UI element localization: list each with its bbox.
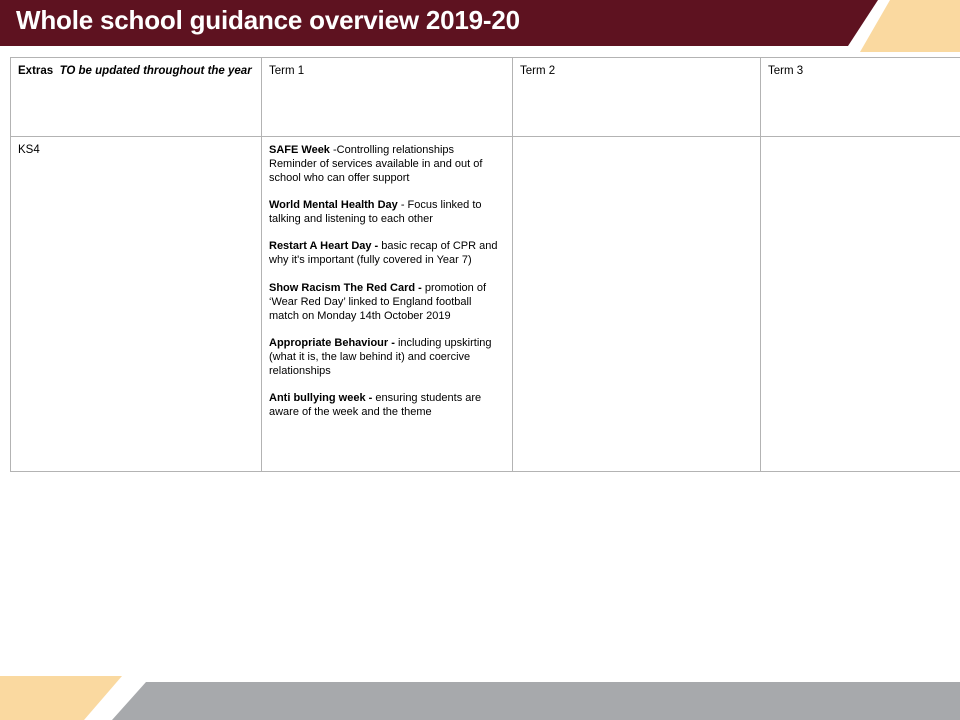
entry-title: Show Racism The Red Card - bbox=[269, 281, 422, 294]
footer-banner bbox=[0, 664, 960, 720]
guidance-overview-table bbox=[10, 57, 960, 472]
entry bbox=[269, 143, 504, 185]
column-header-term2 bbox=[513, 58, 761, 137]
term1-entry-list bbox=[269, 143, 504, 419]
entry-title: Anti bullying week - bbox=[269, 392, 373, 405]
entry bbox=[269, 281, 504, 323]
entry bbox=[269, 336, 504, 378]
extras-header-label: Extras bbox=[18, 65, 54, 77]
entry-body: basic recap of CPR and why it's important (fully covered in Year 7) bbox=[269, 240, 498, 267]
entry-body: -Controlling relationships Reminder of services available in and out of school who can offer support bbox=[269, 144, 483, 185]
entry bbox=[269, 198, 504, 226]
footer-gray-shape bbox=[112, 682, 960, 720]
cell-term3 bbox=[761, 137, 960, 472]
extras-header-text bbox=[18, 64, 253, 79]
term3-header-label: Term 3 bbox=[768, 65, 804, 77]
extras-header-note: TO be updated throughout the year bbox=[59, 65, 252, 77]
footer-banner-shapes bbox=[0, 664, 960, 720]
entry-body: ensuring students are aware of the week and the theme bbox=[269, 392, 482, 419]
column-header-term1 bbox=[262, 58, 513, 137]
entry-body: promotion of ‘Wear Red Day’ linked to England football match on Monday 14th October 2019 bbox=[269, 281, 487, 322]
key-stage-label: KS4 bbox=[18, 144, 40, 156]
entry-title: SAFE Week bbox=[269, 144, 330, 156]
entry-body: including upskirting (what it is, the law behind it) and coercive relationships bbox=[269, 336, 492, 377]
column-header-term3 bbox=[761, 58, 960, 137]
term1-header-label: Term 1 bbox=[269, 65, 305, 77]
entry bbox=[269, 239, 504, 267]
cell-key-stage bbox=[11, 137, 262, 472]
column-header-extras bbox=[11, 58, 262, 137]
entry-body: - Focus linked to talking and listening to each other bbox=[269, 199, 482, 226]
cell-term2 bbox=[513, 137, 761, 472]
entry-title: Restart A Heart Day - bbox=[269, 240, 379, 253]
entry-title: World Mental Health Day bbox=[269, 199, 398, 212]
cell-term1 bbox=[262, 137, 513, 472]
header-banner bbox=[0, 0, 960, 52]
term2-header-label: Term 2 bbox=[520, 65, 556, 77]
entry-title: Appropriate Behaviour - bbox=[269, 336, 395, 349]
footer-peach-shape bbox=[0, 676, 122, 720]
table-header-row bbox=[11, 58, 960, 137]
page-title: Whole school guidance overview 2019-20 bbox=[16, 5, 520, 35]
table-row bbox=[11, 137, 960, 472]
header-peach-shape bbox=[860, 0, 960, 52]
entry bbox=[269, 391, 504, 419]
